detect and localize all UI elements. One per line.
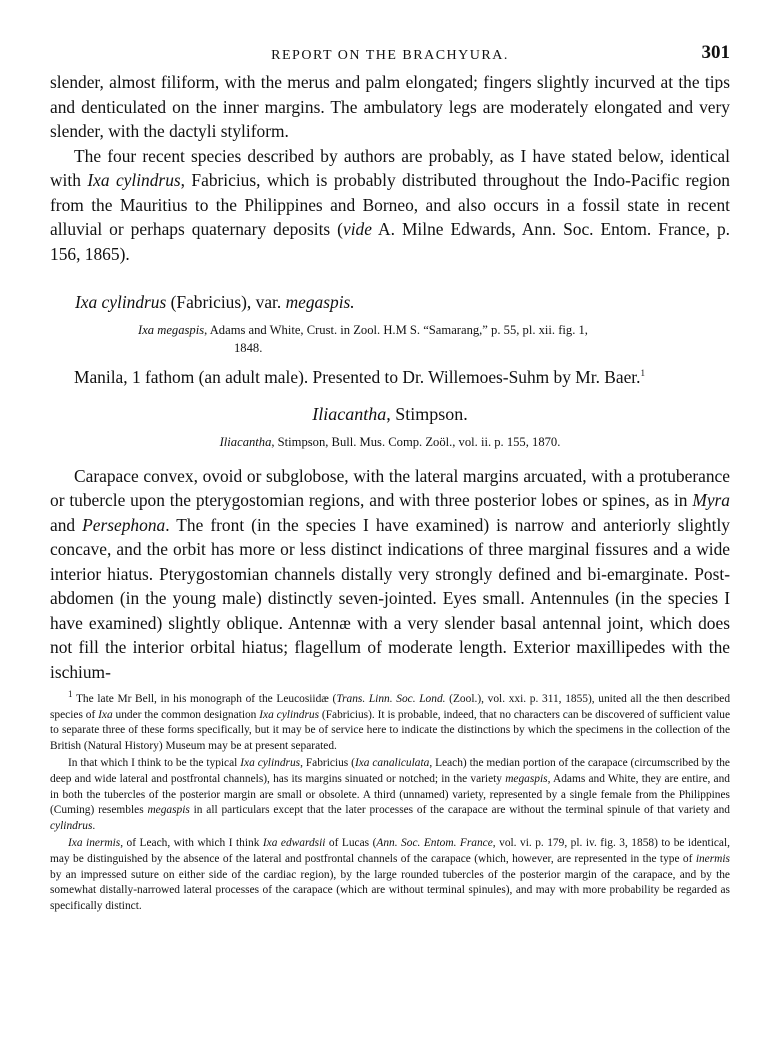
- footnotes: [50, 689, 731, 914]
- paragraph-continued: slender, almost filiform, with the merus and palm elongated; fingers slightly incurved at the tips and denticulated on the inner margins. The ambulatory legs are moderately elongated and very slender, with the dactyli styliform.: [50, 72, 730, 141]
- page: [50, 42, 730, 916]
- species-citation: Ixa megaspis, Adams and White, Crust. in Zool. H.M S. “Samarang,” p. 55, pl. xii. fig. 1, 1848.: [138, 323, 588, 355]
- running-title: REPORT ON THE BRACHYURA.: [271, 48, 509, 63]
- genus-citation: Iliacantha, Stimpson, Bull. Mus. Comp. Zoöl., vol. ii. p. 155, 1870.: [219, 434, 561, 449]
- paragraph-distribution: The four recent species described by authors are probably, as I have stated below, identical with Ixa cylindrus, Fabricius, which is probably distributed throughout the Indo-Pacific region from the Mauritius to the Philippines and Borneo, and also occurs in a fossil state in recent alluvial or perhaps quaternary deposits (vide A. Milne Edwards, Ann. Soc. Entom. France, p. 156, 1865).: [50, 145, 731, 264]
- genus-heading: Iliacantha, Stimpson.: [312, 403, 468, 424]
- genus-description: Carapace convex, ovoid or subglobose, with the lateral margins arcuated, with a protuberance or tubercle upon the pterygostomian regions, and with three posterior lobes or spines, as in Myra and Persephona. The front (in the species I have examined) is narrow and anteriorly slightly concave, and the orbit has more or less distinct indications of three marginal fissures and a wide interior hiatus. Pterygostomian channels distally very strongly defined and bi-emarginate. Post-abdomen (in the young male) distinctly seven-jointed. Eyes small. Antennules (in the species I have examined) slightly oblique. Antennæ with a very slender basal antennal joint, which does not fill the interior orbital hiatus; flagellum of moderate length. Exterior maxillipedes with the ischium-: [50, 465, 730, 682]
- footnote-1-para-2: In that which I think to be the typical Ixa cylindrus, Fabricius (Ixa canaliculata, Leach) the median portion of the carapace (circumscribed by the deep and wide lateral and postfrontal channels), has its margins sinuated or notched; in the variety megaspis, Adams and White, they are entire, and in both the tubercles of the posterior margin are small or obsolete. A third (unnamed) variety, represented by a single female from the Philippines (Cuming) resembles megaspis in all particulars except that the later processes of the carapace are without the terminal spinule of that variety and cylindrus.: [50, 757, 730, 832]
- footnote-1-para-3: Ixa inermis, of Leach, with which I think Ixa edwardsii of Lucas (Ann. Soc. Entom. France, vol. vi. p. 179, pl. iv. fig. 3, 1858) to be identical, may be distinguished by the absence of the lateral and postfrontal channels of the carapace (which, however, are represented in the type of inermis by an impressed suture on either side of the cardiac region), by the large rounded tubercles of the posterior margin of the carapace, and by the somewhat distally-narrowed lateral processes of the carapace (which are without terminal spinules), and may with more probability be regarded as specifically distinct.: [50, 837, 730, 912]
- species-locality: Manila, 1 fathom (an adult male). Presented to Dr. Willemoes-Suhm by Mr. Baer.$^1$: [74, 367, 645, 387]
- running-head: [50, 42, 730, 70]
- footnote-ref-1: 1: [640, 368, 645, 379]
- footnote-1: $^1$ The late Mr Bell, in his monograph of the Leucosiidæ (Trans. Linn. Soc. Lond. (Zool.), vol. xxi. p. 311, 1855), united all the then described species of Ixa under the common designation Ixa cylindrus (Fabricius). It is probable, indeed, that no characters can be discovered of sufficient value to separate three of these forms specifically, but it may be of service here to indicate the distinctions by which the specimens in the collection of the British (Natural History) Museum may be at present separated.: [50, 689, 731, 752]
- species-heading: Ixa cylindrus (Fabricius), var. megaspis.: [75, 292, 355, 312]
- page-number: 301: [701, 42, 730, 63]
